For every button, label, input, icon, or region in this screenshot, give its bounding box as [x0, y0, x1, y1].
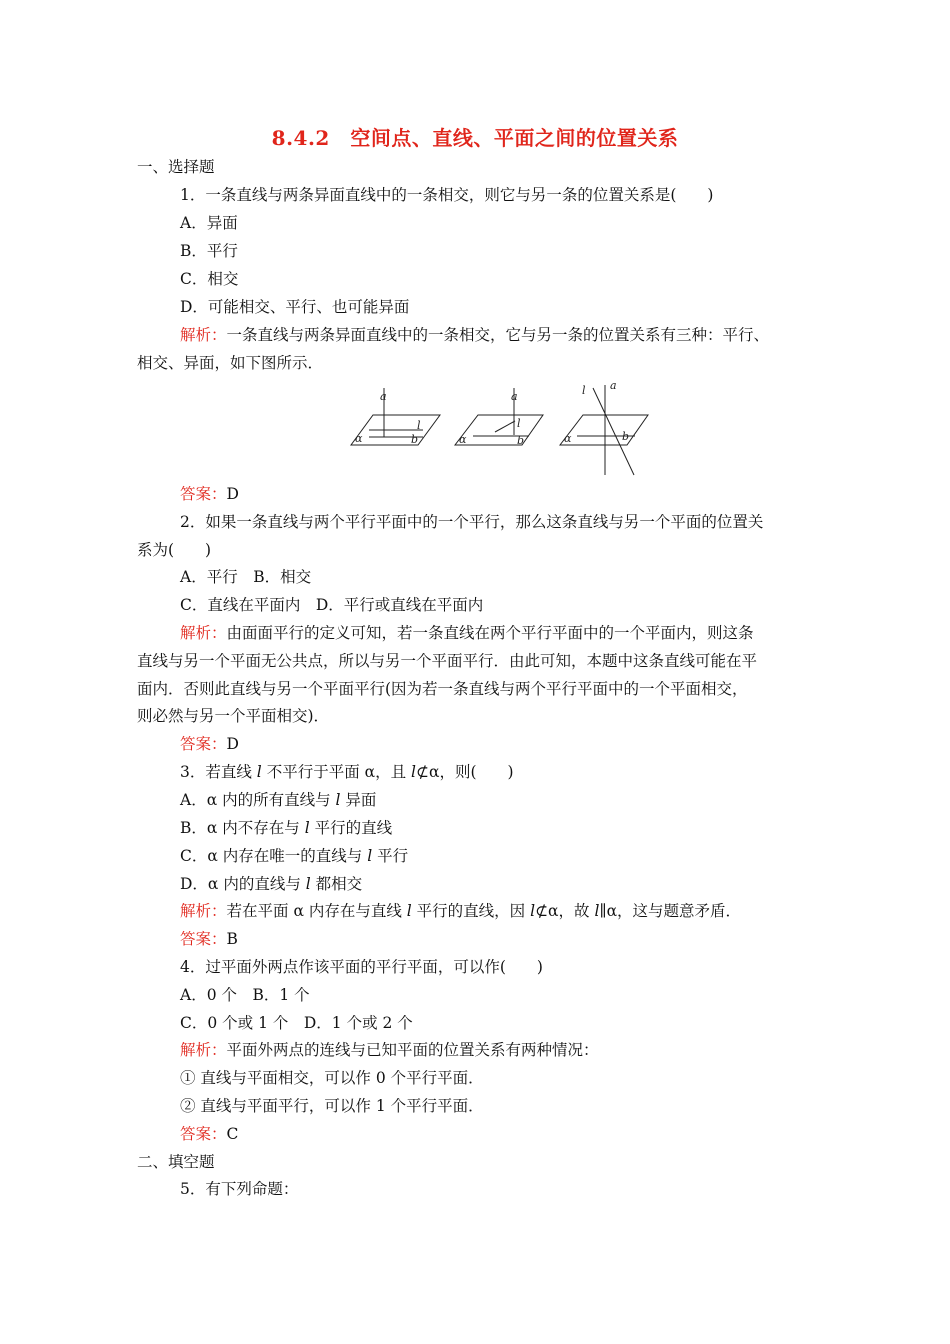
q3-option-text: A．α 内的所有直线与: [180, 791, 336, 809]
fig-label-alpha-2: α: [459, 433, 467, 446]
analysis-label: 解析：: [180, 624, 227, 642]
fig-label-b-3: b: [622, 430, 630, 443]
q3-option-d: [180, 874, 362, 894]
q3-option-text: 都相交: [310, 875, 363, 893]
q3-option-text: 平行: [372, 847, 409, 865]
section-heading-fill: 二、填空题: [137, 1153, 215, 1171]
q1-option-d: D．可能相交、平行、也可能异面: [180, 298, 410, 316]
q2-analysis-text: 由面面平行的定义可知，若一条直线在两个平行平面中的一个平面内，则这条: [226, 624, 754, 642]
answer-label: 答案：: [180, 485, 227, 503]
q3-answer: [180, 929, 238, 949]
fig-label-b-1: b: [411, 433, 419, 446]
q3-option-var: l: [367, 847, 373, 865]
q1-option-c: C．相交: [180, 270, 239, 288]
q3-analysis-text: ⊄α，故: [535, 902, 595, 920]
fig-label-a-1: a: [380, 390, 387, 403]
q3-stem-part: 3．若直线: [180, 763, 257, 781]
q2-options-cd: C．直线在平面内 D．平行或直线在平面内: [180, 596, 484, 614]
q2-analysis-line-4: 则必然与另一个平面相交)．: [137, 707, 330, 725]
q2-analysis-line-2: 直线与另一个平面无公共点，所以与另一个平面平行．由此可知，本题中这条直线可能在平: [137, 652, 758, 670]
q3-option-c: [180, 846, 408, 866]
q2-options-ab: A．平行 B．相交: [180, 568, 312, 586]
q4-options-cd: C．0 个或 1 个 D．1 个或 2 个: [180, 1014, 413, 1032]
q3-analysis: [180, 901, 741, 921]
q1-option-a: A．异面: [180, 214, 238, 232]
fig-label-l-3: l: [582, 384, 586, 397]
q2-analysis-line-3: 面内．否则此直线与另一个平面平行(因为若一条直线与两个平行平面中的一个平面相交，: [137, 680, 748, 698]
q3-stem: [180, 762, 514, 782]
q4-stem: 4．过平面外两点作该平面的平行平面，可以作( ): [180, 958, 543, 976]
q1-analysis-line-2: 相交、异面，如下图所示．: [137, 354, 324, 372]
q5-stem: 5．有下列命题：: [180, 1180, 299, 1198]
q4-case-1: ① 直线与平面相交，可以作 0 个平行平面．: [180, 1069, 484, 1087]
q3-option-text: D．α 内的直线与: [180, 875, 306, 893]
section-heading-choice: 一、选择题: [137, 158, 215, 176]
analysis-label: 解析：: [180, 1041, 227, 1059]
q3-option-var: l: [305, 875, 311, 893]
q1-answer: [180, 484, 239, 504]
q3-option-var: l: [335, 791, 341, 809]
q4-options-ab: A．0 个 B．1 个: [180, 986, 310, 1004]
q2-analysis-line-1: [180, 623, 754, 643]
q3-answer-value: B: [226, 930, 238, 948]
fig-label-l-2: l: [517, 417, 521, 430]
q3-option-text: 异面: [340, 791, 377, 809]
q3-option-b: [180, 818, 392, 838]
fig-label-alpha-1: α: [355, 432, 363, 445]
q4-answer-value: C: [226, 1125, 239, 1143]
analysis-label: 解析：: [180, 326, 227, 344]
line-l-2: [495, 421, 515, 432]
q2-stem-line-1: 2．如果一条直线与两个平行平面中的一个平行，那么这条直线与另一个平面的位置关: [180, 513, 764, 531]
q3-analysis-text: 平行的直线，因: [411, 902, 531, 920]
analysis-label: 解析：: [180, 902, 227, 920]
q3-option-text: B．α 内不存在与: [180, 819, 305, 837]
page-title: 8.4.2 空间点、直线、平面之间的位置关系: [271, 126, 679, 150]
figure-svg: [345, 380, 655, 480]
fig-label-a-3: a: [610, 380, 617, 392]
answer-label: 答案：: [180, 930, 227, 948]
q4-analysis: [180, 1040, 599, 1060]
q4-case-2: ② 直线与平面平行，可以作 1 个平行平面．: [180, 1097, 484, 1115]
q4-analysis-text: 平面外两点的连线与已知平面的位置关系有两种情况：: [226, 1041, 599, 1059]
answer-label: 答案：: [180, 735, 227, 753]
fig-label-l-1: l: [417, 419, 421, 432]
q3-stem-var: l: [411, 763, 416, 781]
q1-analysis-text: 一条直线与两条异面直线中的一条相交，它与另一条的位置关系有三种：平行、: [226, 326, 770, 344]
q3-stem-var: l: [256, 763, 262, 781]
q3-analysis-var: l: [594, 902, 600, 920]
plane-3: [560, 415, 648, 445]
q1-analysis-line-1: [180, 325, 769, 345]
q3-option-text: C．α 内存在唯一的直线与: [180, 847, 368, 865]
q2-answer: [180, 734, 239, 754]
q1-answer-value: D: [226, 485, 239, 503]
q1-option-b: B．平行: [180, 242, 238, 260]
q1-stem: 1．一条直线与两条异面直线中的一条相交，则它与另一条的位置关系是( ): [180, 186, 714, 204]
q3-stem-part: 不平行于平面 α，且: [261, 763, 412, 781]
fig-label-b-2: b: [517, 434, 525, 447]
q3-stem-part: ⊄α，则( ): [415, 763, 514, 781]
q3-option-var: l: [304, 819, 310, 837]
fig-label-a-2: a: [511, 390, 518, 403]
fig-label-alpha-3: α: [564, 432, 572, 445]
q3-analysis-text: 若在平面 α 内存在与直线: [226, 902, 407, 920]
q2-answer-value: D: [226, 735, 239, 753]
q3-analysis-text: ∥α，这与题意矛盾．: [599, 902, 742, 920]
q3-analysis-var: l: [406, 902, 412, 920]
answer-label: 答案：: [180, 1125, 227, 1143]
q3-analysis-var: l: [530, 902, 536, 920]
q2-stem-line-2: 系为( ): [137, 541, 212, 559]
q3-option-text: 平行的直线: [309, 819, 393, 837]
q4-answer: [180, 1124, 238, 1144]
q3-option-a: [180, 790, 376, 810]
line-plane-figure: [345, 380, 655, 480]
